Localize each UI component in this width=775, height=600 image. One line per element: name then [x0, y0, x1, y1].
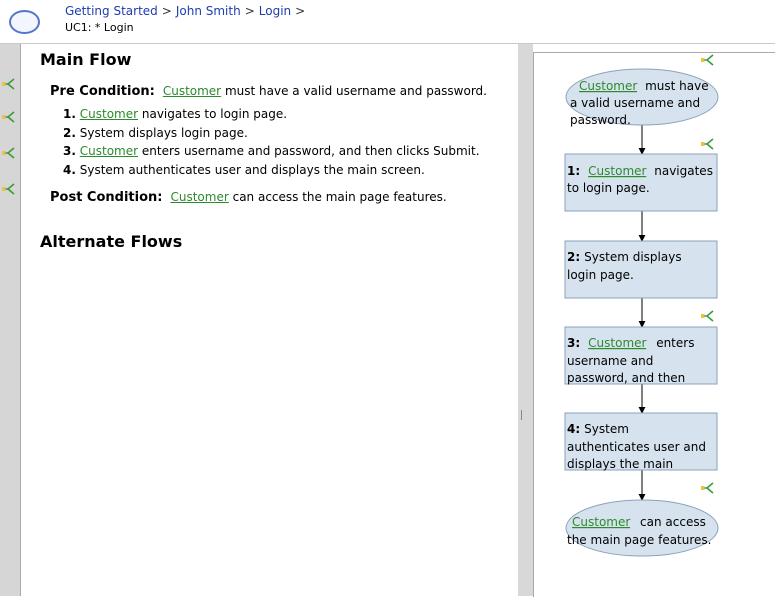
- actor-link[interactable]: Customer: [79, 144, 139, 158]
- main-flow-panel: [20, 44, 519, 596]
- breadcrumb-login[interactable]: Login: [258, 4, 292, 18]
- step-node-4[interactable]: [565, 413, 717, 471]
- svg-text:authenticates user and: authenticates user and: [567, 440, 706, 454]
- post-condition-label: Post Condition:: [50, 190, 163, 205]
- pre-condition: [50, 84, 487, 99]
- svg-text:the main page features.: the main page features.: [567, 533, 712, 547]
- use-case-subtitle: UC1: * Login: [65, 21, 134, 34]
- panel-splitter[interactable]: [518, 44, 533, 596]
- step-list: [63, 107, 480, 181]
- actor-link: Customer: [588, 164, 647, 178]
- pre-condition-text: must have a valid username and password.: [224, 84, 487, 98]
- branch-icon[interactable]: [701, 55, 713, 65]
- svg-text:to login page.: to login page.: [567, 181, 650, 195]
- actor-link[interactable]: Customer: [162, 84, 222, 98]
- actor-link[interactable]: Customer: [170, 190, 229, 204]
- actor-link: Customer: [588, 336, 647, 350]
- svg-text:Customermust have: Customer must have: [579, 79, 709, 93]
- step-item: 3. Customer enters username and password, and then clicks Submit.: [63, 144, 480, 158]
- svg-text:login page.: login page.: [567, 268, 634, 282]
- flow-diagram: [534, 53, 775, 597]
- step-item: 1. Customer navigates to login page.: [63, 107, 288, 121]
- alternate-flows-heading: Alternate Flows: [40, 232, 183, 251]
- svg-text:a valid username and: a valid username and: [570, 96, 701, 110]
- svg-text:4:System: 4: System: [567, 422, 629, 436]
- breadcrumb-john-smith[interactable]: John Smith: [175, 4, 241, 18]
- post-condition: [50, 190, 447, 205]
- branch-icon[interactable]: [701, 483, 713, 493]
- branch-icon[interactable]: [701, 139, 713, 149]
- svg-text:username and: username and: [567, 354, 654, 368]
- svg-text:Customercan access: Customer can access: [572, 515, 706, 529]
- splitter-grip[interactable]: [521, 410, 522, 420]
- breadcrumb-getting-started[interactable]: Getting Started: [65, 4, 158, 18]
- branch-icon[interactable]: [2, 110, 16, 124]
- flow-diagram-panel: [533, 52, 775, 597]
- branch-icon[interactable]: [701, 311, 713, 321]
- actor-link[interactable]: Customer: [79, 107, 139, 121]
- step-item: 4. System authenticates user and displays the main screen.: [63, 162, 425, 177]
- svg-text:2:System displays: 2: System displays: [567, 250, 682, 264]
- branch-icon[interactable]: [2, 182, 16, 196]
- actor-link: Customer: [572, 515, 631, 529]
- branch-icon[interactable]: [2, 146, 16, 160]
- actor-link: Customer: [579, 79, 638, 93]
- svg-text:3:Customerenters: 3: Customer enters: [567, 336, 695, 350]
- pre-condition-label: Pre Condition:: [50, 84, 155, 99]
- step-node-3[interactable]: [565, 327, 717, 385]
- end-node[interactable]: [566, 500, 718, 556]
- use-case-oval-icon: [9, 10, 40, 34]
- step-node-2[interactable]: [565, 241, 717, 298]
- left-gutter: [0, 44, 20, 596]
- svg-text:1:Customernavigates: 1: Customer navigates: [567, 164, 713, 178]
- start-node[interactable]: [566, 69, 718, 127]
- step-item: 2. System displays login page.: [63, 125, 248, 140]
- svg-text:displays the main: displays the main: [567, 457, 674, 471]
- svg-text:password, and then: password, and then: [567, 371, 686, 385]
- svg-text:password.: password.: [570, 113, 631, 127]
- breadcrumb: Getting Started > John Smith > Login >: [65, 4, 306, 18]
- main-flow-heading: Main Flow: [40, 50, 132, 69]
- header-bar: [0, 0, 775, 44]
- post-condition-text: can access the main page features.: [232, 190, 447, 204]
- step-node-1[interactable]: [565, 154, 717, 211]
- branch-icon[interactable]: [2, 77, 16, 91]
